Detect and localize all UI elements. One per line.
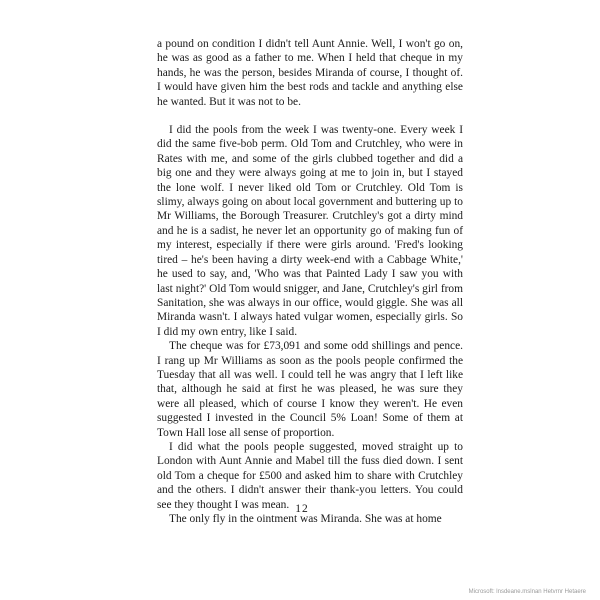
- body-text: [157, 37, 463, 526]
- page-number: 12: [295, 503, 309, 515]
- watermark: Microsoft: lnsdeane.mslnan Hetvrnr Hetaere: [468, 589, 586, 595]
- paragraph-5: The only fly in the ointment was Miranda. She was at home: [169, 513, 442, 525]
- paragraph-4: I did what the pools people suggested, moved straight up to London with Aunt Annie and Mabel till the fuss died down. I sent old Tom a cheque for £500 and asked him to share with Crutchley and the others. I didn't answer their thank-you letters. You could see they thought I was mean.: [157, 440, 463, 511]
- paragraph-2: I did the pools from the week I was twenty-one. Every week I did the same five-bob perm. Old Tom and Crutchley, who were in Rates with me, and some of the girls clubbed together and did a big one and they were always going at me to join in, but I stayed the lone wolf. I never liked old Tom or Crutchley. Old Tom is slimy, always going on about local government and buttering up to Mr Williams, the Borough Treasurer. Crutchley's got a dirty mind and he is a sadist, he never let an opportunity go of making fun of my interest, especially if there were girls around. 'Fred's looking tired – he's been having a dirty week-end with a Cabbage White,' he used to say, and, 'Who was that Painted Lady I saw you with last night?' Old Tom would snigger, and Jane, Crutchley's girl from Sanitation, she was always in our office, would giggle. She was all Miranda wasn't. I always hated vulgar women, especially girls. So I did my own entry, like I said.: [157, 124, 463, 338]
- paragraph-1: a pound on condition I didn't tell Aunt Annie. Well, I won't go on, he was as good as a father to me. When I held that cheque in my hands, he was the person, besides Miranda of course, I thought of. I would have given him the best rods and tackle and anything else he wanted. But it was not to be.: [157, 38, 463, 108]
- paragraph-3: The cheque was for £73,091 and some odd shillings and pence. I rang up Mr Williams as soon as the pools people confirmed the Tuesday that all was well. I could tell he was angry that I left like that, although he said at first he was pleased, he was sure they were all pleased, which of course I know they weren't. He even suggested I invested in the Council 5% Loan! Some of them at Town Hall lose all sense of proportion.: [157, 340, 463, 439]
